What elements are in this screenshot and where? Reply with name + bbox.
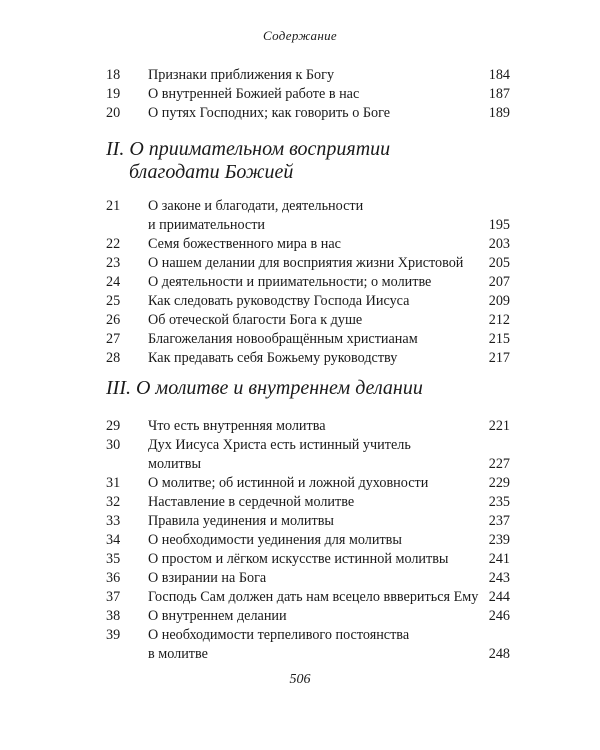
section-heading-2 — [106, 138, 486, 184]
entry-number: 25 — [106, 293, 121, 309]
entry-title: Как предавать себя Божьему руководству — [148, 350, 398, 366]
toc-entry-23[interactable] — [106, 254, 510, 273]
toc-entry-39[interactable] — [106, 626, 510, 664]
entry-title: О внутренней Божией работе в нас — [148, 86, 360, 102]
entry-page: 212 — [488, 312, 510, 328]
page-number: 506 — [289, 672, 311, 687]
toc-entry-26[interactable] — [106, 311, 510, 330]
entry-page: 239 — [488, 532, 510, 548]
running-header: Содержание — [263, 28, 337, 43]
entry-number: 33 — [106, 513, 121, 529]
toc-entry-28[interactable] — [106, 349, 510, 368]
entry-title — [148, 197, 468, 235]
entry-number: 37 — [106, 589, 121, 605]
entry-page: 244 — [488, 589, 510, 605]
entry-title: Семя божественного мира в нас — [148, 236, 341, 252]
entry-number: 22 — [106, 236, 121, 252]
toc-entry-27[interactable] — [106, 330, 510, 349]
toc-entry-25[interactable] — [106, 292, 510, 311]
entry-title: О путях Господних; как говорить о Боге — [148, 105, 391, 121]
toc-entry-22[interactable] — [106, 235, 510, 254]
entry-title: Что есть внутренняя молитва — [148, 418, 326, 434]
entry-page: 243 — [488, 570, 510, 586]
entry-title: О необходимости уединения для молитвы — [148, 532, 402, 548]
entry-page: 207 — [488, 274, 510, 290]
entry-page: 229 — [488, 475, 510, 491]
entry-number: 26 — [106, 312, 121, 328]
toc-entry-32[interactable] — [106, 493, 510, 512]
entry-title-line2: молитвы — [148, 456, 201, 472]
section-title-line2: благодати Божией — [129, 161, 294, 183]
entry-number: 28 — [106, 350, 121, 366]
entry-title — [148, 436, 468, 474]
toc-entry-35[interactable] — [106, 550, 510, 569]
toc-entry-29[interactable] — [106, 417, 510, 436]
entry-number: 27 — [106, 331, 121, 347]
entry-page: 205 — [488, 255, 510, 271]
entry-number: 30 — [106, 437, 121, 453]
toc-entry-33[interactable] — [106, 512, 510, 531]
toc-entry-31[interactable] — [106, 474, 510, 493]
entry-title: Господь Сам должен дать нам всецело вввериться Ему — [148, 589, 479, 605]
entry-number: 18 — [106, 67, 121, 83]
entry-number: 34 — [106, 532, 121, 548]
section-title: III. О молитве и внутреннем делании — [106, 377, 423, 399]
toc-entry-30[interactable] — [106, 436, 510, 474]
entry-number: 35 — [106, 551, 121, 567]
toc-entry-20[interactable] — [106, 104, 510, 123]
entry-number: 36 — [106, 570, 121, 586]
entry-page: 248 — [488, 646, 510, 662]
entry-title-line1: Дух Иисуса Христа есть истинный учитель — [148, 437, 411, 453]
entry-title: Об отеческой благости Бога к душе — [148, 312, 363, 328]
toc-entry-36[interactable] — [106, 569, 510, 588]
entry-number: 29 — [106, 418, 121, 434]
entry-number: 20 — [106, 105, 121, 121]
entry-title-line1: О законе и благодати, деятельности — [148, 198, 364, 214]
entry-page: 246 — [488, 608, 510, 624]
entry-number: 39 — [106, 627, 121, 643]
entry-title: О деятельности и приимательности; о молитве — [148, 274, 432, 290]
entry-title-line2: в молитве — [148, 646, 208, 662]
section-title-line1: II. О приимательном восприятии — [106, 138, 391, 160]
entry-number: 21 — [106, 198, 121, 214]
entry-title: О молитве; об истинной и ложной духовности — [148, 475, 429, 491]
entry-number: 24 — [106, 274, 121, 290]
section-heading-3 — [106, 377, 486, 400]
toc-entry-34[interactable] — [106, 531, 510, 550]
entry-number: 23 — [106, 255, 121, 271]
entry-page: 203 — [488, 236, 510, 252]
entry-title — [148, 626, 468, 664]
entry-page: 241 — [488, 551, 510, 567]
entry-title: Наставление в сердечной молитве — [148, 494, 355, 510]
entry-number: 32 — [106, 494, 121, 510]
entry-title: О внутреннем делании — [148, 608, 287, 624]
entry-page: 235 — [488, 494, 510, 510]
entry-title: О нашем делании для восприятия жизни Христовой — [148, 255, 464, 271]
entry-title: Правила уединения и молитвы — [148, 513, 334, 529]
entry-page: 209 — [488, 293, 510, 309]
entry-page: 189 — [488, 105, 510, 121]
entry-page: 237 — [488, 513, 510, 529]
toc-entry-24[interactable] — [106, 273, 510, 292]
entry-page: 184 — [488, 67, 510, 83]
entry-title: Благожелания новообращённым христианам — [148, 331, 418, 347]
toc-entry-37[interactable] — [106, 588, 510, 607]
entry-number: 31 — [106, 475, 121, 491]
entry-page: 221 — [488, 418, 510, 434]
entry-title-line1: О необходимости терпеливого постоянства — [148, 627, 410, 643]
entry-page: 215 — [488, 331, 510, 347]
entry-title: Как следовать руководству Господа Иисуса — [148, 293, 410, 309]
entry-title: О простом и лёгком искусстве истинной молитвы — [148, 551, 449, 567]
entry-title: Признаки приближения к Богу — [148, 67, 335, 83]
toc-entry-38[interactable] — [106, 607, 510, 626]
entry-title: О взирании на Бога — [148, 570, 267, 586]
entry-page: 187 — [488, 86, 510, 102]
entry-title-line2: и приимательности — [148, 217, 265, 233]
entry-page: 227 — [488, 456, 510, 472]
toc-entry-19[interactable] — [106, 85, 510, 104]
entry-page: 217 — [488, 350, 510, 366]
toc-entry-21[interactable] — [106, 197, 510, 235]
entry-page: 195 — [488, 217, 510, 233]
entry-number: 38 — [106, 608, 121, 624]
entry-number: 19 — [106, 86, 121, 102]
toc-entry-18[interactable] — [106, 66, 510, 85]
